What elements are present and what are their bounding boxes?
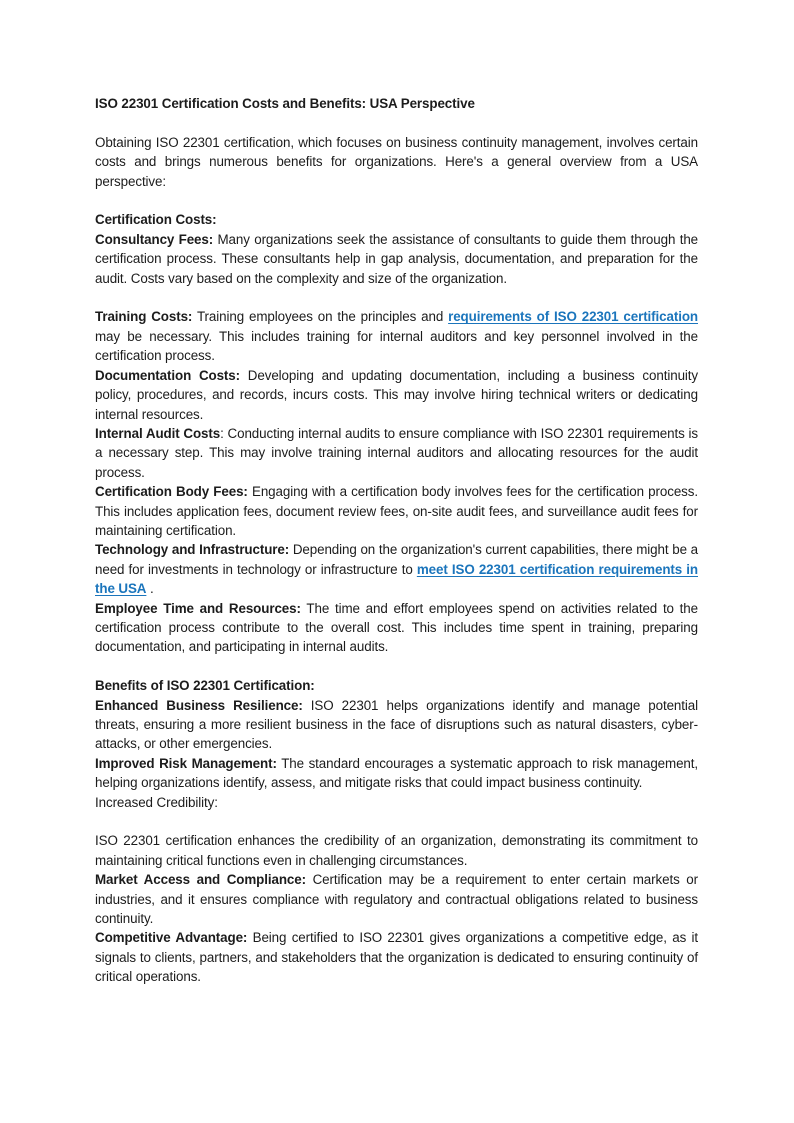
certification-body-fees-paragraph: [95, 482, 698, 540]
bold-text-run: Employee Time and Resources:: [95, 600, 301, 616]
text-run: .: [146, 581, 154, 597]
enhanced-business-resilience-paragraph: [95, 696, 698, 754]
increased-credibility-line: [95, 793, 698, 812]
bold-text-run: Technology and Infrastructure:: [95, 542, 290, 558]
text-run: Obtaining ISO 22301 certification, which focuses on business continuity management, involves certain costs and brings numerous benefits for organizations. Here's a general overview from a USA perspective:: [95, 134, 698, 189]
text-run: Increased Credibility:: [95, 794, 218, 810]
text-run: ISO 22301 helps organizations identify and manage potential threats, ensuring a more resilient business in the face of disruptions such as natural disasters, cyber-attacks, or other emergencies.: [95, 697, 698, 752]
bold-text-run: Training Costs:: [95, 309, 193, 325]
internal-audit-costs-paragraph: [95, 424, 698, 482]
text-run: Being certified to ISO 22301 gives organizations a competitive edge, as it signals to clients, partners, and stakeholders that the organization is dedicated to ensuring continuity of critical operations.: [95, 930, 699, 985]
text-run: : Conducting internal audits to ensure compliance with ISO 22301 requirements is a necessary step. This may involve training internal auditors and allocating resources for the audit process.: [95, 425, 698, 480]
text-run: ISO 22301 certification enhances the credibility of an organization, demonstrating its commitment to maintaining critical functions even in challenging circumstances.: [95, 833, 698, 868]
benefits-heading: [95, 676, 698, 695]
text-run: The standard encourages a systematic approach to risk management, helping organizations identify, assess, and mitigate risks that could impact business continuity.: [95, 755, 698, 791]
intro-paragraph: [95, 133, 698, 191]
consultancy-fees-paragraph: [95, 230, 698, 288]
blank-line: [95, 812, 698, 831]
text-run: Engaging with a certification body involves fees for the certification process. This includes application fees, document review fees, on-site audit fees, and surveillance audit fees for maintaining certification.: [95, 484, 698, 538]
text-run: The time and effort employees spend on activities related to the certification process contribute to the overall cost. This includes time spent in training, preparing documentation, and participating in internal audits.: [95, 600, 699, 655]
text-run: Training employees on the principles and: [192, 309, 449, 325]
employee-time-paragraph: [95, 599, 698, 657]
text-run: Depending on the organization's current capabilities, there might be a need for investments in technology or infrastructure to: [95, 542, 698, 577]
text-run: Many organizations seek the assistance of consultants to guide them through the certification process. These consultants help in gap analysis, documentation, and preparation for the audit. Costs vary based on the complexity and size of the organization.: [95, 231, 699, 286]
bold-text-run: Consultancy Fees:: [95, 231, 214, 247]
market-access-paragraph: [95, 870, 698, 928]
blank-line: [95, 657, 698, 676]
bold-text-run: Competitive Advantage:: [95, 930, 248, 946]
competitive-advantage-paragraph: [95, 928, 698, 986]
improved-risk-management-paragraph: [95, 754, 698, 793]
bold-text-run: Improved Risk Management:: [95, 755, 277, 771]
credibility-detail-paragraph: [95, 831, 698, 870]
bold-text-run: Market Access and Compliance:: [95, 872, 306, 888]
blank-line: [95, 191, 698, 210]
inline-link[interactable]: meet ISO 22301 certification requirements in the USA: [95, 561, 698, 597]
bold-text-run: Documentation Costs:: [95, 367, 241, 383]
bold-text-run: Certification Costs:: [95, 212, 217, 228]
documentation-costs-paragraph: [95, 366, 698, 424]
bold-text-run: Benefits of ISO 22301 Certification:: [95, 678, 315, 694]
text-run: may be necessary. This includes training for internal auditors and key personnel involved in the certification process.: [95, 328, 698, 364]
text-run: Developing and updating documentation, including a business continuity policy, procedures, and records, incurs costs. This may involve hiring technical writers or dedicating internal resources.: [95, 367, 699, 422]
bold-text-run: ISO 22301 Certification Costs and Benefits: USA Perspective: [95, 96, 475, 111]
certification-costs-heading: [95, 210, 698, 229]
blank-line: [95, 288, 698, 307]
document-title: [95, 94, 698, 113]
bold-text-run: Certification Body Fees:: [95, 484, 248, 500]
technology-infrastructure-paragraph: [95, 540, 698, 598]
document-content: [95, 94, 698, 987]
text-run: Certification may be a requirement to enter certain markets or industries, and it ensures compliance with regulatory and contractual obligations related to business continuity.: [95, 872, 698, 927]
inline-link[interactable]: requirements of ISO 22301 certification: [448, 309, 698, 325]
bold-text-run: Internal Audit Costs: [95, 425, 221, 441]
blank-line: [95, 113, 698, 132]
bold-text-run: Enhanced Business Resilience:: [95, 697, 303, 713]
training-costs-paragraph: [95, 307, 698, 365]
